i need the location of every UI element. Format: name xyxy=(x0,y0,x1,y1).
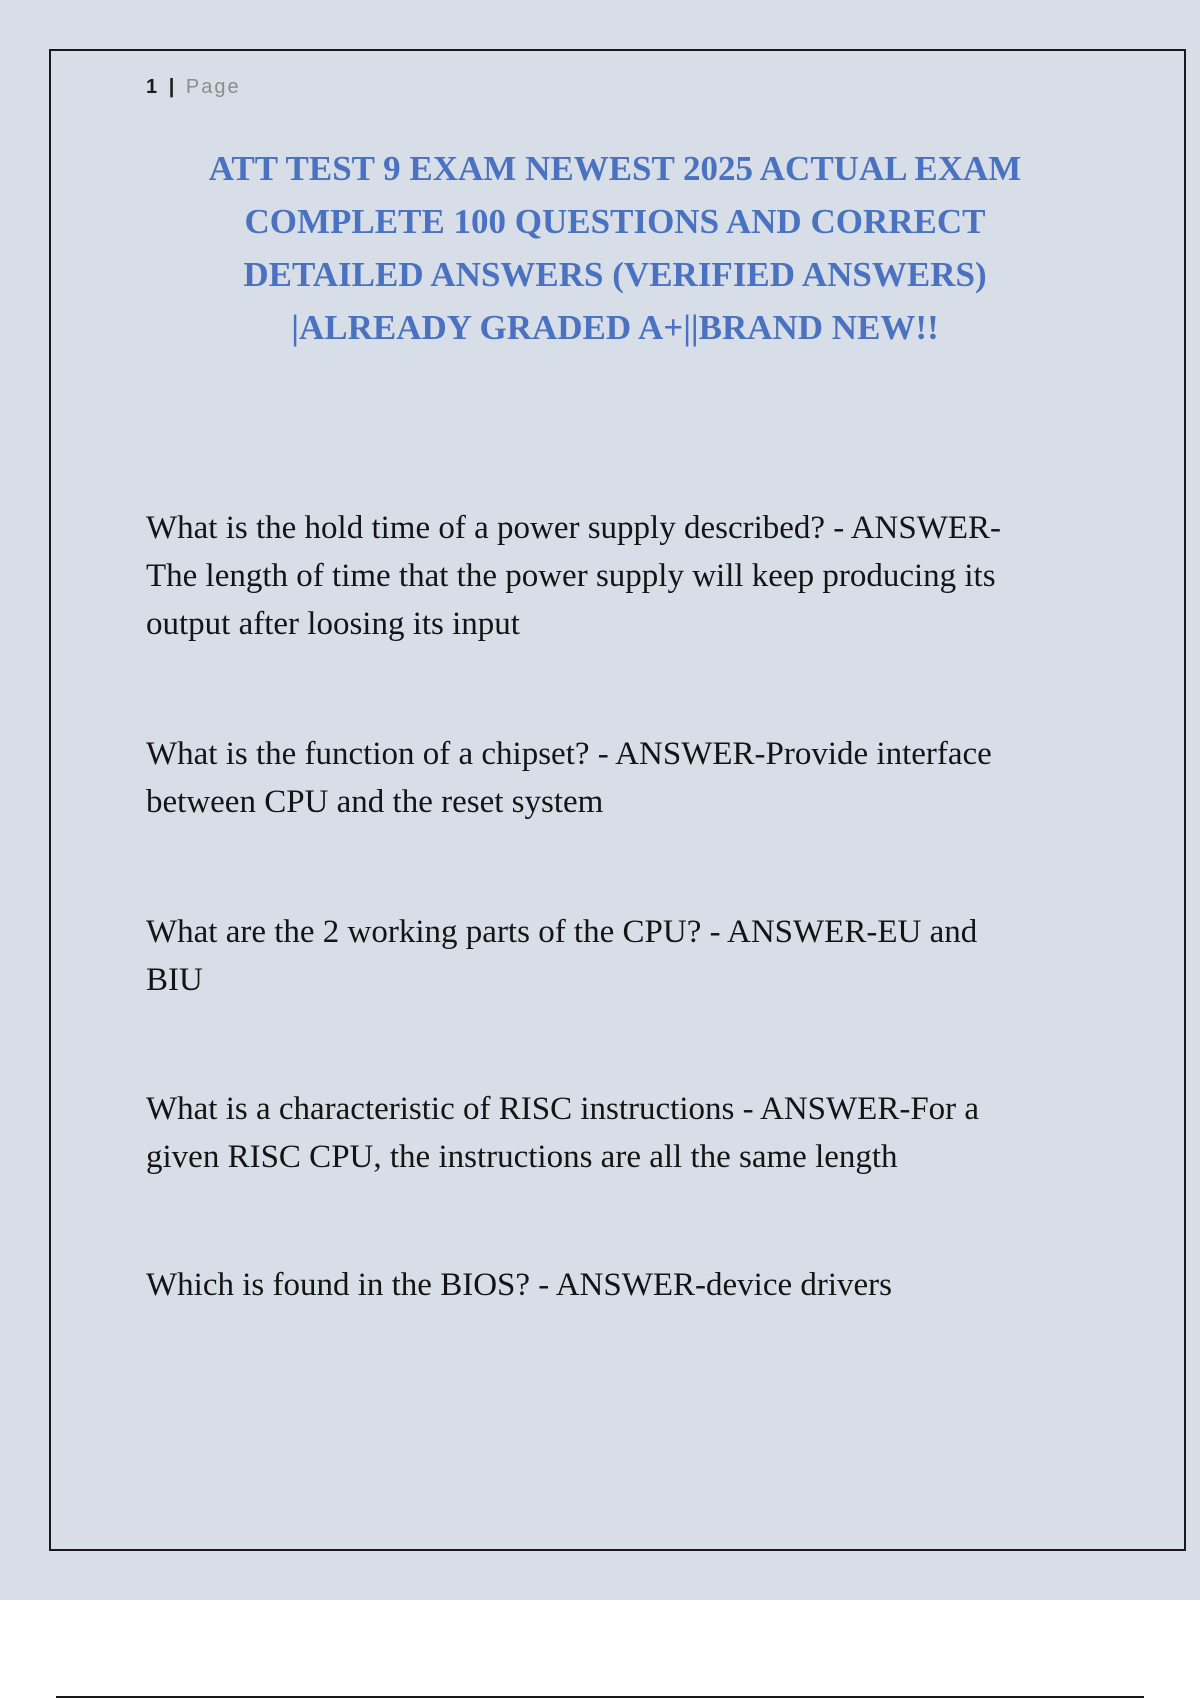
page-number-value: 1 xyxy=(146,76,160,98)
footer-divider xyxy=(56,1696,1144,1698)
document-title xyxy=(140,142,1090,354)
question-answer-1 xyxy=(146,504,1106,648)
qa-line: What is a characteristic of RISC instructions - ANSWER-For a xyxy=(146,1091,980,1127)
question-answer-4 xyxy=(146,1085,1106,1181)
title-line: COMPLETE 100 QUESTIONS AND CORRECT xyxy=(244,202,986,241)
question-answer-3 xyxy=(146,908,1106,1004)
qa-line: The length of time that the power supply will keep producing its xyxy=(146,558,996,594)
title-line: ATT TEST 9 EXAM NEWEST 2025 ACTUAL EXAM xyxy=(208,149,1022,188)
qa-line: What is the function of a chipset? - ANSWER-Provide interface xyxy=(146,736,992,772)
title-line: |ALREADY GRADED A+||BRAND NEW!! xyxy=(291,308,939,347)
qa-line: between CPU and the reset system xyxy=(146,784,604,820)
qa-line: Which is found in the BIOS? - ANSWER-device drivers xyxy=(146,1267,893,1303)
page-number xyxy=(146,76,241,99)
qa-line: output after loosing its input xyxy=(146,606,520,642)
qa-line: What are the 2 working parts of the CPU? - ANSWER-EU and xyxy=(146,914,978,950)
title-line: DETAILED ANSWERS (VERIFIED ANSWERS) xyxy=(243,255,987,294)
question-answer-5 xyxy=(146,1261,1106,1309)
page-number-separator: | xyxy=(168,76,177,98)
qa-line: What is the hold time of a power supply described? - ANSWER- xyxy=(146,510,1002,546)
page-number-label: Page xyxy=(185,76,241,98)
qa-line: given RISC CPU, the instructions are all the same length xyxy=(146,1139,898,1175)
qa-line: BIU xyxy=(146,962,203,998)
question-answer-2 xyxy=(146,730,1106,826)
